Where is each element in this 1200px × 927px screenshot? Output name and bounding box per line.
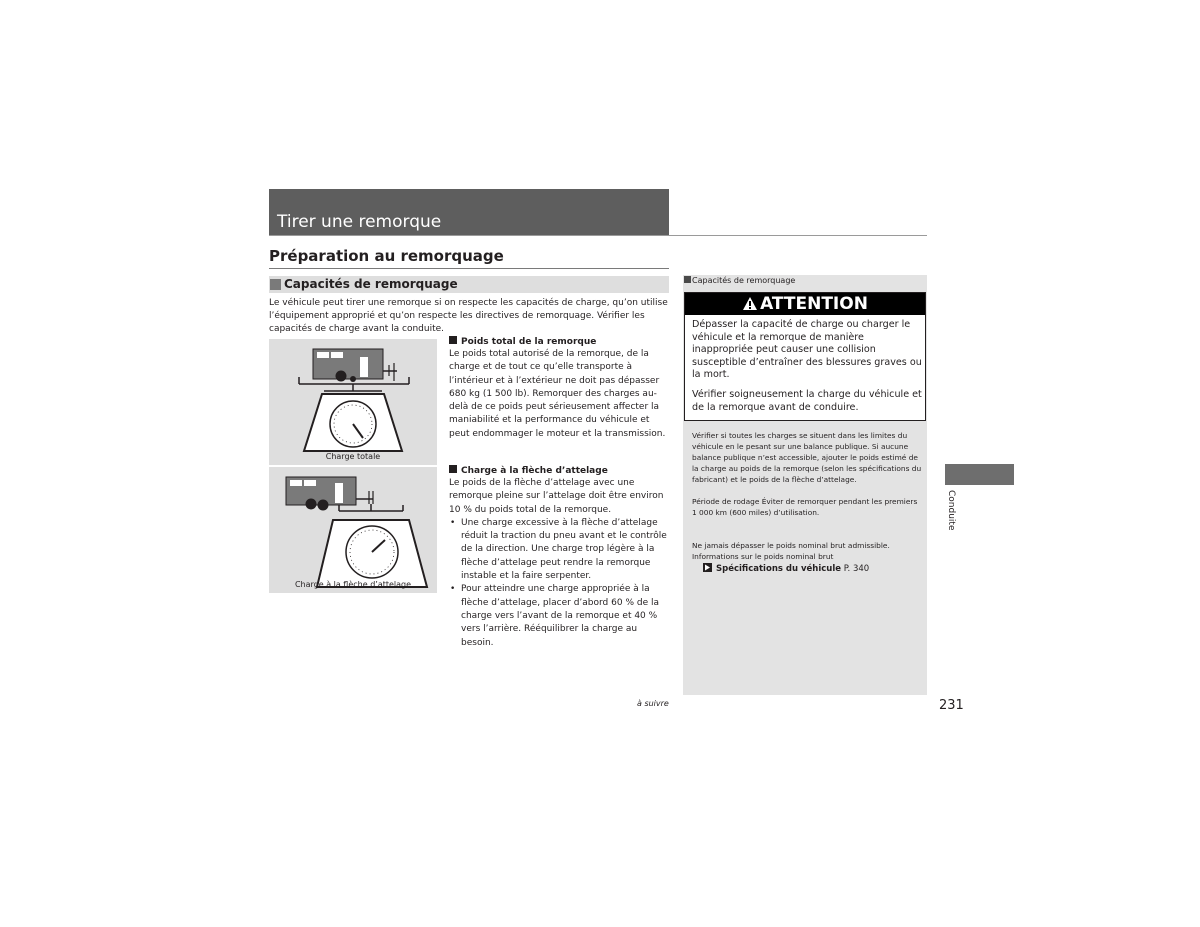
- warning-box: [684, 292, 926, 421]
- sidebar-reference: [684, 276, 795, 286]
- heading-marker-icon: [449, 336, 457, 344]
- subsection-marker-icon: [270, 279, 281, 290]
- figure-caption: Charge totale: [325, 452, 381, 461]
- trailer-door: [360, 357, 368, 377]
- trailer-jack: [350, 376, 356, 382]
- trailer-wheel: [336, 371, 347, 382]
- warning-title: ATTENTION: [760, 294, 868, 314]
- trailer-window: [290, 480, 302, 486]
- figure-caption: Charge à la flèche d’attelage: [294, 580, 412, 589]
- warning-triangle-icon: [742, 296, 758, 311]
- trailer-door: [335, 483, 343, 503]
- trailer-window: [317, 352, 329, 358]
- weight-heading: [449, 336, 596, 348]
- tongue-load-figure: [269, 467, 437, 593]
- sidebar-reference-text: Capacités de remorquage: [692, 276, 796, 285]
- chapter-title: Tirer une remorque: [277, 212, 442, 232]
- weight-paragraph: Le poids total autorisé de la remorque, de la charge et de tout ce qu’elle transporte à l’intérieur et à l’extérieur ne doit pas dépasser 680 kg (1 500 lb). Remorquer des charges au-delà de ce poids peut sérieusement affecter la maniabilité et la performance du véhicule et peut endommager le moteur et la transmission.: [449, 349, 666, 439]
- chapter-tab-label: Conduite: [946, 490, 956, 531]
- heading-marker-icon: [449, 465, 457, 473]
- section-rule: [269, 268, 669, 269]
- trailer-wheel: [306, 499, 317, 510]
- tongue-bullet-list: [449, 517, 671, 650]
- section-title: Préparation au remorquage: [269, 247, 504, 265]
- list-item: • Une charge excessive à la flèche d’attelage réduit la traction du pneu avant et le contrôle de la direction. Une charge trop légère à la flèche d’attelage peut rendre la remorque instable et la faire serpenter.: [449, 517, 671, 583]
- tongue-heading-text: Charge à la flèche d’attelage: [461, 466, 608, 476]
- warning-header: [685, 293, 925, 315]
- subsection-title: Capacités de remorquage: [284, 277, 458, 291]
- total-load-figure: [269, 339, 437, 465]
- trailer-wheel: [318, 500, 329, 511]
- list-item: • Pour atteindre une charge appropriée à la flèche d’attelage, placer d’abord 60 % de la charge vers l’avant de la remorque et 40 % vers l’arrière. Rééquilibrer la charge au besoin.: [449, 583, 671, 649]
- weight-heading-text: Poids total de la remorque: [461, 337, 597, 347]
- sidebar-note: Ne jamais dépasser le poids nominal brut admissible. Informations sur le poids nominal brut: [692, 541, 890, 561]
- sidebar-note: Période de rodage Éviter de remorquer pendant les premiers 1 000 km (600 miles) d’utilisation.: [692, 497, 918, 517]
- intro-paragraph: Le véhicule peut tirer une remorque si on respecte les capacités de charge, qu’on utilise l’équipement approprié et qu’on respecte les directives de remorquage. Vérifier les capacités de charge avant la conduite.: [269, 298, 668, 334]
- link-label[interactable]: Spécifications du véhicule: [716, 564, 842, 574]
- warning-text: Dépasser la capacité de charge ou charger le véhicule et la remorque de manière inappropriée peut causer une collision susceptible d’entraîner des blessures graves ou la mort.: [692, 319, 922, 381]
- sidebar-note: Vérifier si toutes les charges se situent dans les limites du véhicule en le pesant sur une balance publique. Si aucune balance publique n’est accessible, ajouter le poids estimé de la charge au poids de la remorque (selon les spécifications du fabricant) et le poids de la flèche d’attelage.: [692, 431, 922, 484]
- trailer-window: [304, 480, 316, 486]
- tongue-heading: [449, 465, 608, 477]
- warning-text: Vérifier soigneusement la charge du véhicule et de la remorque avant de conduire.: [692, 389, 922, 413]
- chapter-tab: [945, 464, 1014, 485]
- header-rule: [269, 235, 927, 236]
- trailer-window: [331, 352, 343, 358]
- page-number: 231: [939, 698, 964, 713]
- link-page[interactable]: P. 340: [843, 564, 870, 574]
- hitch-scale-illustration: [269, 467, 437, 593]
- reference-icon: [684, 276, 691, 283]
- arrow-right-icon: [703, 563, 712, 572]
- tongue-section: [449, 477, 671, 650]
- trailer-scale-illustration: [269, 339, 437, 465]
- continued-note: à suivre: [637, 699, 669, 708]
- specifications-link[interactable]: [703, 563, 869, 575]
- tongue-paragraph: Le poids de la flèche d’attelage avec une remorque pleine sur l’attelage doit être environ 10 % du poids total de la remorque.: [449, 478, 664, 515]
